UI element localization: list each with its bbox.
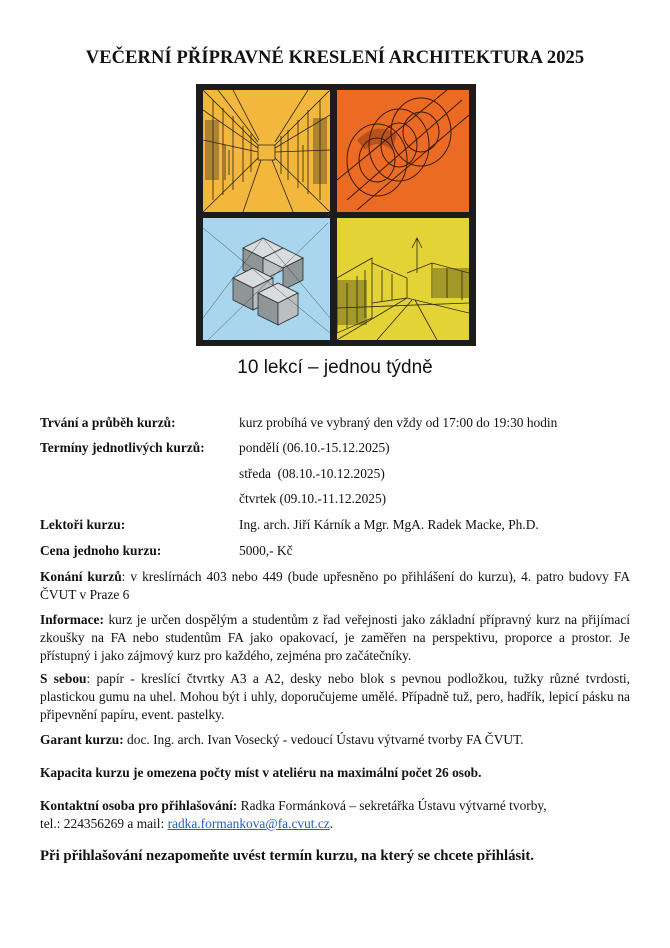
info-paragraph bbox=[40, 611, 630, 665]
contact-email-link[interactable]: radka.formankova@fa.cvut.cz bbox=[167, 816, 330, 831]
date-thursday: čtvrtek (09.10.-11.12.2025) bbox=[239, 491, 387, 506]
price-label: Cena jednoho kurzu: bbox=[40, 543, 162, 558]
guarantor-text: doc. Ing. arch. Ivan Vosecký - vedoucí Ústavu výtvarné tvorby FA ČVUT. bbox=[123, 732, 524, 747]
guarantor-paragraph bbox=[40, 731, 630, 749]
guarantor-label: Garant kurzu: bbox=[40, 732, 124, 747]
date-monday: pondělí (06.10.-15.12.2025) bbox=[239, 440, 390, 455]
date-wednesday: středa (08.10.-10.12.2025) bbox=[239, 466, 385, 481]
townscape-drawing bbox=[337, 218, 469, 340]
signup-reminder: Při přihlašování nezapomeňte uvést termín kurzu, na který se chcete přihlásit. bbox=[40, 848, 535, 864]
page-title: VEČERNÍ PŘÍPRAVNÉ KRESLENÍ ARCHITEKTURA 2025 bbox=[85, 48, 585, 68]
contact-paragraph bbox=[40, 797, 630, 833]
contact-name: Radka Formánková – sekretářka Ústavu výtvarné tvorby, bbox=[237, 798, 547, 813]
capacity-note: Kapacita kurzu je omezena počty míst v ateliéru na maximální počet 26 osob. bbox=[40, 765, 482, 780]
ring-study-drawing bbox=[337, 90, 469, 212]
cube-construction-drawing bbox=[203, 218, 330, 340]
price-value: 5000,- Kč bbox=[239, 543, 293, 558]
bring-label: S sebou bbox=[40, 671, 87, 686]
contact-end: . bbox=[329, 816, 334, 831]
contact-phone: tel.: 224356269 a mail: bbox=[40, 816, 168, 831]
bring-paragraph bbox=[40, 670, 630, 724]
info-text: kurz je určen dospělým a studentům z řad veřejnosti jako základní přípravný kurz na přijímací zkoušky na FA nebo studentům FA jako opakovací, je zaměřen na perspektivu, proporce a prostor. Je přístupný i jako zájmový kurz pro každého, zejména pro začátečníky. bbox=[40, 612, 630, 663]
lecturers-value: Ing. arch. Jiří Kárník a Mgr. MgA. Radek Macke, Ph.D. bbox=[239, 517, 539, 532]
location-text: : v kreslírnách 403 nebo 449 (bude upřesněno po přihlášení do kurzu), 4. patro budovy FA ČVUT v Praze 6 bbox=[40, 569, 630, 602]
location-label: Konání kurzů bbox=[40, 569, 122, 584]
street-perspective-drawing bbox=[203, 90, 330, 212]
dates-label: Termíny jednotlivých kurzů: bbox=[40, 440, 205, 455]
contact-label: Kontaktní osoba pro přihlašování: bbox=[40, 798, 238, 813]
drawing-mosaic bbox=[196, 84, 476, 346]
location-paragraph bbox=[40, 568, 630, 604]
duration-label: Trvání a průběh kurzů: bbox=[40, 415, 176, 430]
duration-value: kurz probíhá ve vybraný den vždy od 17:00 do 19:30 hodin bbox=[239, 415, 558, 430]
course-frequency: 10 lekcí – jednou týdně bbox=[237, 357, 433, 378]
info-label: Informace: bbox=[40, 612, 104, 627]
lecturers-label: Lektoři kurzu: bbox=[40, 517, 126, 532]
bring-text: : papír - kreslící čtvrtky A3 a A2, desky nebo blok s pevnou podložkou, tužky různé tvrdosti, plastickou gumu na uhel. Mohou být i uhly, doporučujeme umělé. Případně tuž, pero, hadřík, lepicí pásku na připevnění papíru, event. pastelky. bbox=[40, 671, 630, 722]
